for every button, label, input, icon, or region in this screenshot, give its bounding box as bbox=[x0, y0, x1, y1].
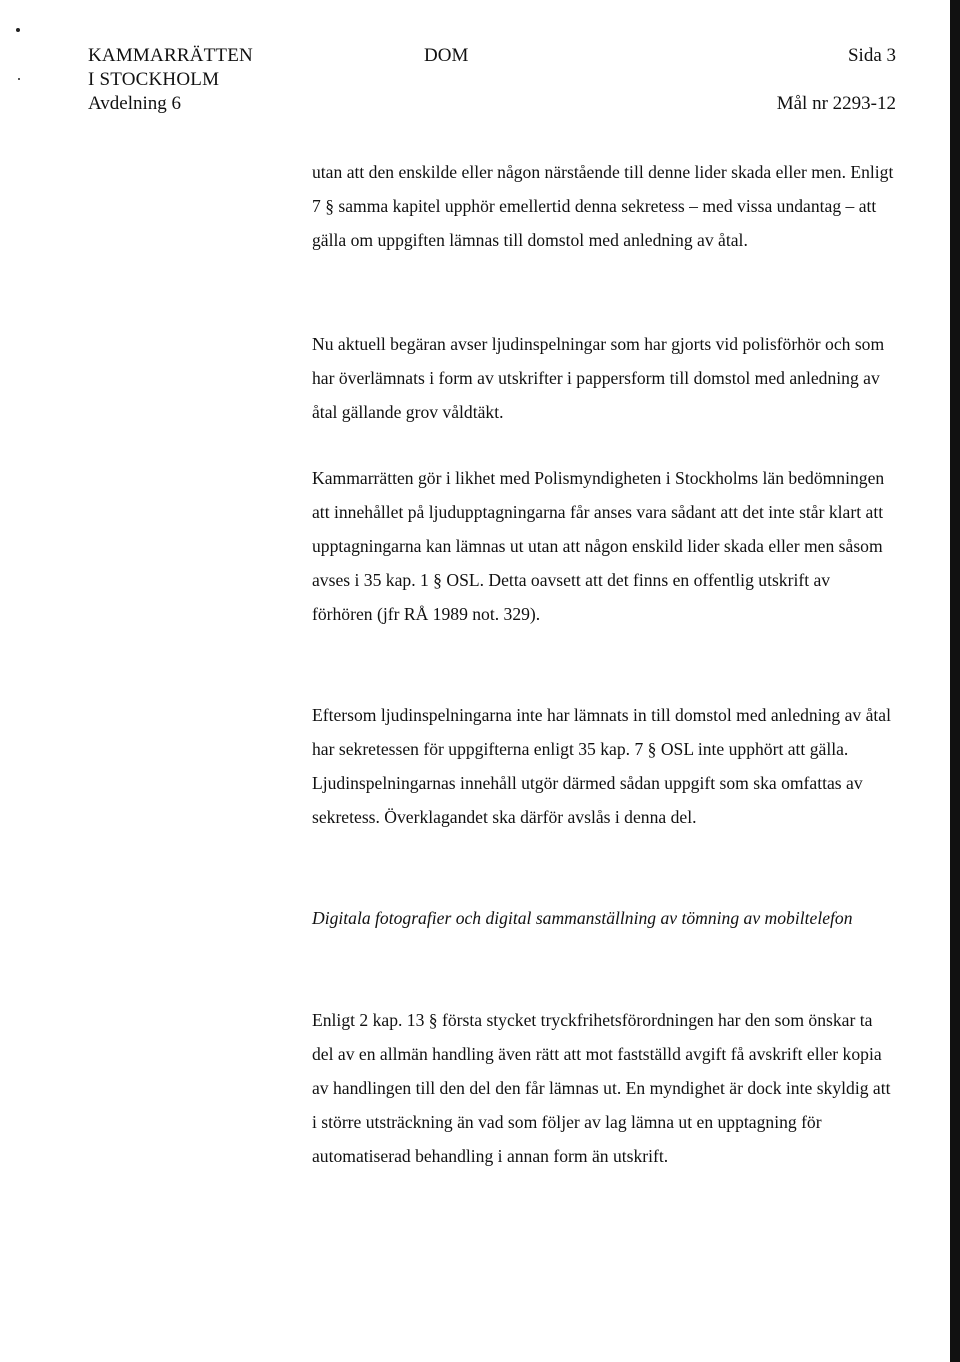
scan-speck bbox=[18, 78, 20, 80]
paragraph-text: Enligt 2 kap. 13 § första stycket tryckfrihetsförordningen har den som önskar ta del av en allmän handling även rätt att mot fastställd avgift få avskrift eller kopia av handlingen till den del den får lämnas ut. En myndighet är dock inte skyldig att i större utsträckning än vad som följer av lag lämna ut en upptagning för automatiserad behandling i annan form än utskrift. bbox=[312, 1010, 891, 1166]
paragraph-2 bbox=[312, 327, 894, 429]
case-number: Mål nr 2293-12 bbox=[776, 93, 896, 114]
court-name-line1: KAMMARRÄTTEN bbox=[88, 45, 253, 66]
paragraph-text: Eftersom ljudinspelningarna inte har lämnats in till domstol med anledning av åtal har sekretessen för uppgifterna enligt 35 kap. 7 § OSL inte upphört att gälla. Ljudinspelningarnas innehåll utgör därmed sådan uppgift som ska omfattas av sekretess. Överklagandet ska därför avslås i denna del. bbox=[312, 705, 891, 827]
section-heading-text: Digitala fotografier och digital sammanställning av tömning av mobiltelefon bbox=[312, 908, 853, 928]
court-name-line2: I STOCKHOLM bbox=[88, 69, 220, 90]
scan-speck bbox=[16, 28, 20, 32]
paragraph-text: Nu aktuell begäran avser ljudinspelningar som har gjorts vid polisförhör och som har överlämnats i form av utskrifter i pappersform till domstol med anledning av åtal gällande grov våldtäkt. bbox=[312, 334, 885, 422]
division-label: Avdelning 6 bbox=[88, 93, 182, 114]
court-header bbox=[88, 44, 253, 116]
paragraph-1 bbox=[312, 155, 894, 257]
page-header-right bbox=[777, 44, 896, 116]
paragraph-5 bbox=[312, 1003, 894, 1173]
document-type: DOM bbox=[424, 45, 469, 66]
section-heading bbox=[312, 901, 894, 935]
paragraph-4 bbox=[312, 698, 894, 834]
scan-edge-border bbox=[950, 0, 960, 1362]
paragraph-text: utan att den enskilde eller någon närstående till denne lider skada eller men. Enligt 7 § samma kapitel upphör emellertid denna sekretess – med vissa undantag – att gälla om uppgiften lämnas till domstol med anledning av åtal. bbox=[312, 162, 894, 250]
paragraph-3 bbox=[312, 461, 894, 631]
page-number: Sida 3 bbox=[847, 45, 896, 66]
paragraph-text: Kammarrätten gör i likhet med Polismyndigheten i Stockholms län bedömningen att innehållet på ljudupptagningarna får anses vara sådant att det inte står klart att upptagningarna kan lämnas ut utan att någon enskild lider skada eller men såsom avses i 35 kap. 1 § OSL. Detta oavsett att det finns en offentlig utskrift av förhören (jfr RÅ 1989 not. 329). bbox=[312, 468, 885, 624]
